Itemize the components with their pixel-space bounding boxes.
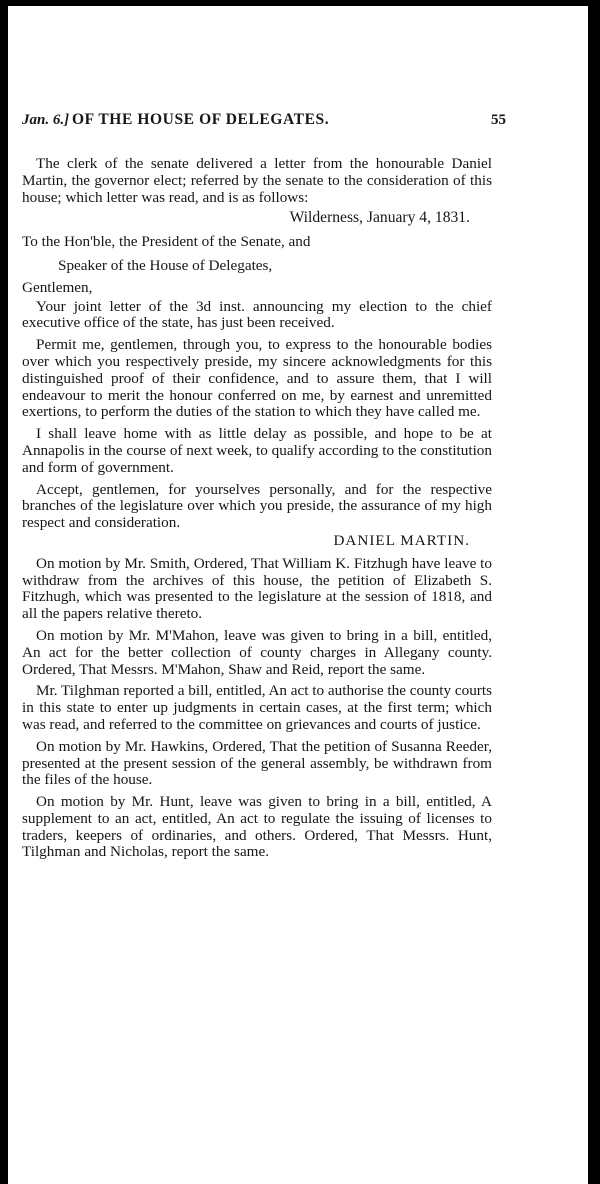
proceeding-paragraph: On motion by Mr. Hunt, leave was given to bring in a bill, entitled, A supplement to an act, entitled, An act to regulate the issuing of licenses to traders, keepers of ordinaries, and others. Ordered, That Messrs. Hunt, Tilghman and Nicholas, report the same. — [22, 793, 492, 861]
letter-salutation: Gentlemen, — [22, 278, 93, 296]
letter-signature: DANIEL MARTIN. — [333, 531, 470, 549]
header-date: Jan. 6.] — [22, 112, 70, 128]
proceeding-paragraph: Mr. Tilghman reported a bill, entitled, An act to authorise the county courts in this state to enter up judgments in certain cases, at the first term; which was read, and referred to the committee on grievances and courts of justice. — [22, 682, 492, 733]
proceeding-paragraph: On motion by Mr. Hawkins, Ordered, That the petition of Susanna Reeder, presented at the present session of the general assembly, be withdrawn from the files of the house. — [22, 737, 492, 789]
letter-paragraph: Accept, gentlemen, for yourselves personally, and for the respective branches of the legislature over which you preside, the assurance of my high respect and consideration. — [22, 480, 492, 532]
header-title: OF THE HOUSE OF DELEGATES. — [72, 111, 330, 128]
letter-address-line-1: To the Hon'ble, the President of the Senate, and — [22, 233, 311, 251]
letter-paragraph: Permit me, gentlemen, through you, to express to the honourable bodies over which you respectively preside, my sincere acknowledgments for this distinguished proof of their confidence, and to assure them, that I will endeavour to merit the honour conferred on me, by earnest and unremitted exertions, to perform the duties of the station to which they have called me. — [22, 336, 492, 421]
intro-paragraph: The clerk of the senate delivered a letter from the honourable Daniel Martin, the governor elect; referred by the senate to the consideration of this house; which letter was read, and is as follows: — [22, 155, 492, 206]
letter-paragraph: Your joint letter of the 3d inst. announcing my election to the chief executive office of the state, has just been received. — [22, 297, 492, 332]
scan-border-left — [0, 0, 8, 1184]
letter-dateline: Wilderness, January 4, 1831. — [289, 209, 470, 227]
letter-address-line-2: Speaker of the House of Delegates, — [58, 256, 273, 274]
scan-border-top — [0, 0, 600, 6]
scan-border-right — [588, 0, 600, 1184]
page-number: 55 — [491, 112, 506, 128]
letter-paragraph: I shall leave home with as little delay as possible, and hope to be at Annapolis in the course of next week, to qualify according to the constitution and form of government. — [22, 425, 492, 476]
proceeding-paragraph: On motion by Mr. M'Mahon, leave was given to bring in a bill, entitled, An act for the better collection of county charges in Allegany county. Ordered, That Messrs. M'Mahon, Shaw and Reid, report the same. — [22, 626, 492, 678]
running-header — [22, 111, 506, 134]
page-body — [22, 111, 506, 861]
proceeding-paragraph: On motion by Mr. Smith, Ordered, That William K. Fitzhugh have leave to withdraw from the archives of this house, the petition of Elizabeth S. Fitzhugh, which was presented to the legislature at the session of 1818, and all the papers relative thereto. — [22, 554, 492, 623]
